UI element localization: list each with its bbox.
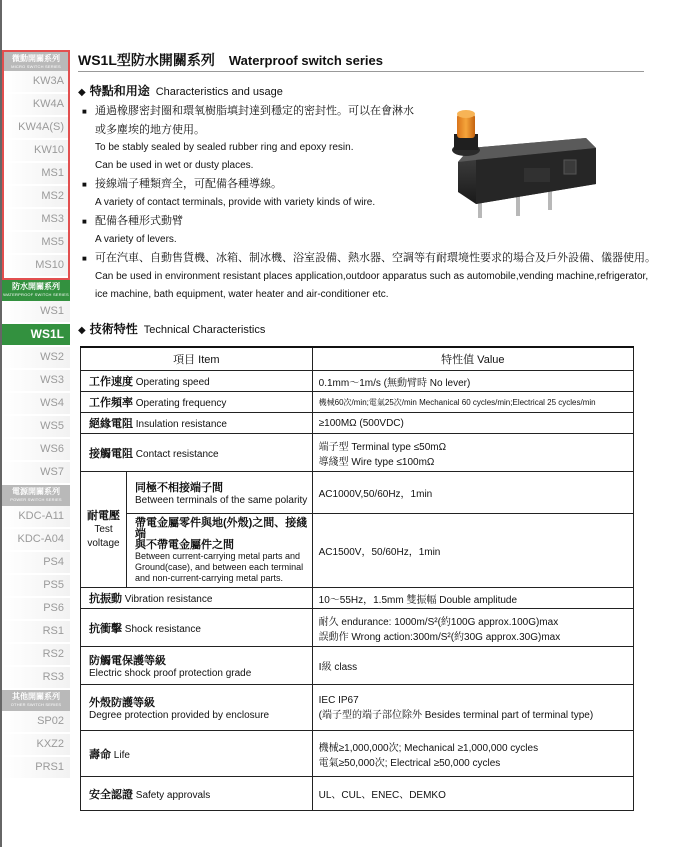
- table-header-row: [81, 347, 634, 371]
- title-divider: [78, 71, 644, 72]
- sidebar-item-rs2[interactable]: RS2: [2, 644, 70, 667]
- row-value: 機械60次/min;電氣25次/min Mechanical 60 cycles/min;Electrical 25 cycles/min: [312, 392, 633, 413]
- sidebar-item-sp02[interactable]: SP02: [2, 711, 70, 734]
- table-row: [81, 609, 634, 647]
- group-title: 防水開關系列: [12, 282, 60, 291]
- table-row: [81, 777, 634, 811]
- square-bullet-icon: ■: [82, 107, 87, 116]
- square-bullet-icon: ■: [82, 180, 87, 189]
- square-bullet-icon: ■: [82, 217, 87, 226]
- row-value: AC1500V，50/60Hz，1min: [312, 514, 633, 588]
- row-value: 耐久 endurance: 1000m/S²(約100G approx.100G)max 誤動作 Wrong action:300m/S²(約30G approx.30G)max: [312, 609, 633, 647]
- sidebar-item-rs1[interactable]: RS1: [2, 621, 70, 644]
- sidebar-item-kw3a[interactable]: KW3A: [4, 71, 68, 94]
- square-bullet-icon: ■: [82, 254, 87, 263]
- switch-pin: [516, 194, 520, 216]
- char-4-en-2: ice machine, bath equipment, water heater and air-conditioner etc.: [95, 289, 389, 300]
- row-label: 同極不相接端子間 Between terminals of the same polarity: [126, 472, 312, 514]
- col-header-value: 特性值 Value: [312, 347, 633, 371]
- group-subtitle: WATERPROOF SWITCH SERIES: [3, 292, 69, 297]
- switch-side-mark: [524, 168, 550, 182]
- heading-zh: 特點和用途: [89, 84, 150, 98]
- table-row: [81, 434, 634, 472]
- row-value: AC1000V,50/60Hz，1min: [312, 472, 633, 514]
- char-1-en-1: To be stably sealed by sealed rubber ring and epoxy resin.: [95, 142, 354, 153]
- characteristics-heading: [78, 82, 283, 99]
- group-title: 電源開關系列: [12, 487, 60, 496]
- char-2-zh: ■ 接線端子種類齊全，可配備各種導線。: [82, 175, 642, 194]
- sidebar-item-rs3[interactable]: RS3: [2, 667, 70, 690]
- row-label: 絕緣電阻 Insulation resistance: [81, 413, 313, 434]
- sidebar-item-ps4[interactable]: PS4: [2, 552, 70, 575]
- sidebar-group-micro-items: [2, 71, 70, 280]
- row-value: UL、CUL、ENEC、DEMKO: [312, 777, 633, 811]
- page-title: [78, 50, 383, 70]
- sidebar-item-ws7[interactable]: WS7: [2, 462, 70, 485]
- sidebar-item-ms5[interactable]: MS5: [4, 232, 68, 255]
- table-row: [81, 392, 634, 413]
- table-row: [81, 413, 634, 434]
- table-row: [81, 685, 634, 731]
- group-subtitle: OTHER SWITCH SERIES: [10, 702, 62, 707]
- group-title: 其他開關系列: [12, 692, 60, 701]
- table-row: [81, 472, 634, 514]
- sidebar-group-power-header[interactable]: [2, 485, 70, 506]
- row-value: ≥100MΩ (500VDC): [312, 413, 633, 434]
- row-label: 抗振動 Vibration resistance: [81, 588, 313, 609]
- sidebar-item-ms10[interactable]: MS10: [4, 255, 68, 278]
- table-row: [81, 731, 634, 777]
- sidebar-item-ws4[interactable]: WS4: [2, 393, 70, 416]
- plunger-top: [457, 110, 475, 118]
- sidebar-item-kw4a[interactable]: KW4A: [4, 94, 68, 117]
- table-row: [81, 588, 634, 609]
- switch-product-image: [436, 104, 606, 224]
- sidebar-item-ws3[interactable]: WS3: [2, 370, 70, 393]
- technical-heading: [78, 320, 265, 337]
- sidebar-item-kw4a-s[interactable]: KW4A(S): [4, 117, 68, 140]
- row-label: 安全認證 Safety approvals: [81, 777, 313, 811]
- group-subtitle: MICRO SWITCH SERIES: [11, 64, 61, 69]
- row-label: 接觸電阻 Contact resistance: [81, 434, 313, 472]
- sidebar-group-other-header[interactable]: [2, 690, 70, 711]
- table-row: [81, 371, 634, 392]
- sidebar-group-other-items: [2, 711, 70, 780]
- diamond-bullet-icon: ◆: [78, 87, 86, 98]
- page-title-en: Waterproof switch series: [228, 53, 384, 68]
- char-4-en-1: Can be used in environment resistant places application,outdoor apparatus such as automobile,vending machine,refrigerator,: [95, 271, 649, 282]
- sidebar-item-ws1[interactable]: WS1: [2, 301, 70, 324]
- char-3-en: A variety of levers.: [95, 234, 177, 245]
- sidebar-group-waterproof-items: [2, 301, 70, 485]
- sidebar-item-kdc-a04[interactable]: KDC-A04: [2, 529, 70, 552]
- char-3-zh: ■ 配備各種形式動臂: [82, 212, 642, 231]
- char-4-zh: ■ 可在汽車、自動售貨機、冰箱、制冰機、浴室設備、熱水器、空調等有耐環境性要求的場合及戶外設備、儀器使用。: [82, 249, 642, 268]
- sidebar-item-ps5[interactable]: PS5: [2, 575, 70, 598]
- test-voltage-label: 耐電壓 Test voltage: [81, 472, 127, 588]
- row-label: 工作頻率 Operating frequency: [81, 392, 313, 413]
- sidebar-item-kdc-a11[interactable]: KDC-A11: [2, 506, 70, 529]
- row-value: IEC IP67 (端子型的端子部位除外 Besides terminal part of terminal type): [312, 685, 633, 731]
- row-value: 0.1mm～1m/s (無動臂時 No lever): [312, 371, 633, 392]
- row-label: 壽命 Life: [81, 731, 313, 777]
- sidebar-item-kxz2[interactable]: KXZ2: [2, 734, 70, 757]
- row-value: Ⅰ級 class: [312, 647, 633, 685]
- table-row: [81, 647, 634, 685]
- sidebar-item-ws5[interactable]: WS5: [2, 416, 70, 439]
- table-row: [81, 514, 634, 588]
- sidebar-group-micro-header[interactable]: [2, 50, 70, 71]
- char-1b-zh: 或多塵埃的地方使用。: [95, 124, 205, 136]
- row-value: 10～55Hz，1.5mm 雙振幅 Double amplitude: [312, 588, 633, 609]
- row-label: 帶電金屬零件與地(外殼)之間、接綫端 與不帶電金屬件之間 Between current-carrying metal parts and Ground(case), and between each terminal and non-current-carrying metal parts.: [126, 514, 312, 588]
- char-1-en-2: Can be used in wet or dusty places.: [95, 160, 254, 171]
- row-label: 抗衝擊 Shock resistance: [81, 609, 313, 647]
- col-header-item: 項目 Item: [81, 347, 313, 371]
- char-1-zh: ■ 通過橡膠密封圈和環氧樹脂填封達到穩定的密封性。可以在會淋水: [82, 102, 642, 121]
- row-label: 防觸電保護等級 Electric shock proof protection grade: [81, 647, 313, 685]
- switch-pin: [548, 190, 552, 210]
- sidebar-item-kw10[interactable]: KW10: [4, 140, 68, 163]
- row-label: 外殼防護等級 Degree protection provided by enclosure: [81, 685, 313, 731]
- heading-zh: 技術特性: [89, 322, 138, 336]
- sidebar-group-power-items: [2, 506, 70, 690]
- heading-en: Technical Characteristics: [143, 324, 266, 336]
- sidebar-item-ws6[interactable]: WS6: [2, 439, 70, 462]
- diamond-bullet-icon: ◆: [78, 325, 86, 336]
- heading-en: Characteristics and usage: [155, 86, 283, 98]
- technical-spec-table: [80, 346, 634, 811]
- series-sidebar: [2, 50, 70, 780]
- row-value: 機械≥1,000,000次; Mechanical ≥1,000,000 cycles 電氣≥50,000次; Electrical ≥50,000 cycles: [312, 731, 633, 777]
- switch-mount-notch: [564, 160, 576, 174]
- sidebar-item-ps6[interactable]: PS6: [2, 598, 70, 621]
- sidebar-item-prs1[interactable]: PRS1: [2, 757, 70, 780]
- sidebar-item-ms2[interactable]: MS2: [4, 186, 68, 209]
- sidebar-item-ms3[interactable]: MS3: [4, 209, 68, 232]
- page-title-zh: WS1L型防水開關系列: [78, 52, 215, 68]
- sidebar-item-ws2[interactable]: WS2: [2, 347, 70, 370]
- row-label: 工作速度 Operating speed: [81, 371, 313, 392]
- sidebar-group-waterproof-header[interactable]: [2, 280, 70, 301]
- sidebar-item-ms1[interactable]: MS1: [4, 163, 68, 186]
- group-subtitle: POWER SWITCH SERIES: [10, 497, 62, 502]
- char-2-en: A variety of contact terminals, provide with variety kinds of wire.: [95, 197, 376, 208]
- row-value: 端子型 Terminal type ≤50mΩ 導綫型 Wire type ≤100mΩ: [312, 434, 633, 472]
- group-title: 微動開關系列: [12, 54, 60, 63]
- sidebar-item-ws1l[interactable]: WS1L: [2, 324, 70, 347]
